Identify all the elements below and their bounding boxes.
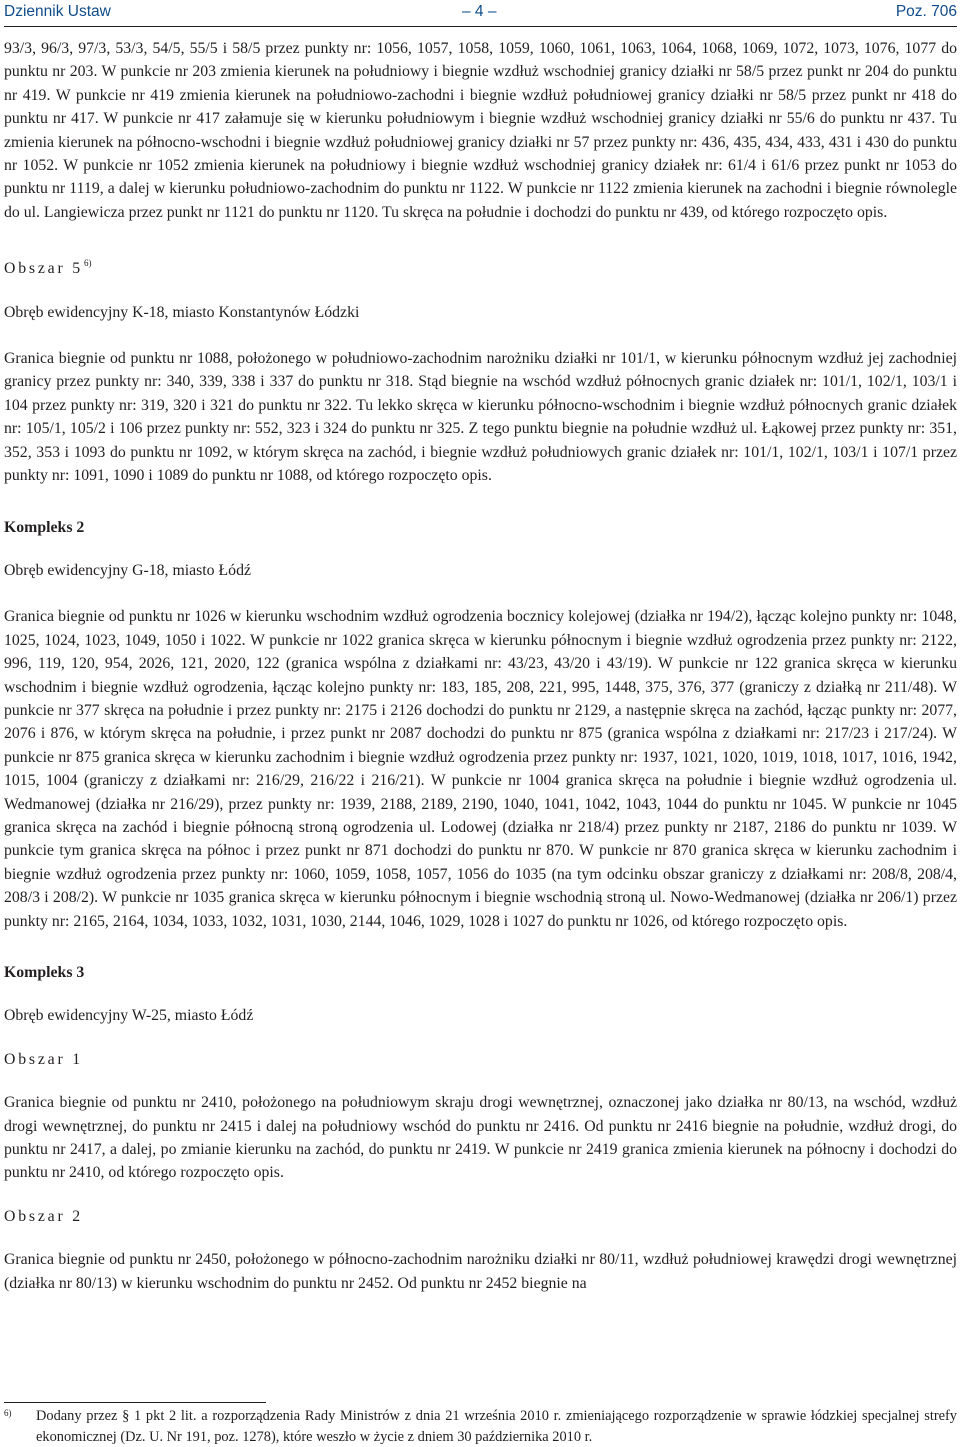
kompleks3-obszar1-paragraph: Granica biegnie od punktu nr 2410, położonego na południowym skraju drogi wewnętrznej, oznaczonej jako działka nr 80/13, na wschód, wzdłuż drogi wewnętrznej, do punktu nr 2415 i dalej na południowy wschód do punktu nr 2416. Od punktu nr 2416 biegnie na południe, wzdłuż drogi, do punktu nr 2417, a dalej, po zmianie kierunku na zachód, do punktu nr 2419. W punkcie nr 2419 granica zmienia kierunek na północny i dochodzi do punktu nr 2410, od którego rozpoczęto opis. xyxy=(4,1094,957,1182)
kompleks3-obreb: Obręb ewidencyjny W-25, miasto Łódź xyxy=(4,1007,254,1025)
footnote-text: Dodany przez § 1 pkt 2 lit. a rozporządzenia Rady Ministrów z dnia 21 września 2010 r. zmieniającego rozporządzenie w sprawie łódzkiej specjalnej strefy ekonomicznej (Dz. U. Nr 191, poz. 1278), które weszło w życie z dniem 30 października 2010 r. xyxy=(36,1408,957,1445)
obszar5-paragraph: Granica biegnie od punktu nr 1088, położonego w południowo-zachodnim narożniku działki nr 101/1, w kierunku północnym wzdłuż jej zachodniej granicy przez punkty nr: 340, 339, 338 i 337 do punktu nr 318. Stąd biegnie na wschód wzdłuż północnych granic działek nr: 101/1, 102/1, 103/1 i 104 przez punkty nr: 319, 320 i 321 do punktu nr 322. Tu lekko skręca w kierunku północno-wschodnim i biegnie wzdłuż północnych granic działek nr: 105/1, 105/2 i 106 przez punkty nr: 552, 323 i 324 do punktu nr 325. Z tego punktu biegnie na południe wzdłuż ul. Łąkowej przez punkty nr: 351, 352, 353 i 1093 do punktu nr 1092, w którym skręca na zachód, i biegnie wzdłuż południowych granic działek nr: 101/1, 102/1, 103/1 i 107/1 przez punkty nr: 1091, 1090 i 1089 do punktu nr 1088, od którego rozpoczęto opis. xyxy=(4,350,957,485)
journal-title: Dziennik Ustaw xyxy=(4,3,111,20)
obszar5-heading xyxy=(4,252,957,280)
obszar5-obreb: Obręb ewidencyjny K-18, miasto Konstantynów Łódzki xyxy=(4,303,360,321)
kompleks3-obszar2-heading: Obszar 2 xyxy=(4,1207,83,1225)
kompleks2-heading: Kompleks 2 xyxy=(4,518,85,536)
position-number: Poz. 706 xyxy=(895,3,957,20)
footnote-reference: 6) xyxy=(84,258,92,269)
kompleks3-obszar2-paragraph: Granica biegnie od punktu nr 2450, położonego w północno-zachodnim narożniku działki nr 80/11, wzdłuż południowej krawędzi drogi wewnętrznej (działka nr 80/13) w kierunku wschodnim do punktu nr 2452. Od punktu nr 2452 biegnie na xyxy=(4,1251,957,1292)
intro-paragraph: 93/3, 96/3, 97/3, 53/3, 54/5, 55/5 i 58/5 przez punkty nr: 1056, 1057, 1058, 1059, 1060, 1061, 1063, 1064, 1068, 1069, 1072, 1073, 1076, 1077 do punktu nr 203. W punkcie nr 203 zmienia kierunek na południowy i biegnie wzdłuż wschodniej granicy działki nr 58/5 przez punkt nr 204 do punktu nr 419. W punkcie nr 419 zmienia kierunek na południowo-zachodni i biegnie wzdłuż południowej granicy działki nr 58/5 przez punkt nr 418 do punktu nr 417. W punkcie nr 417 załamuje się w kierunku południowym i biegnie wzdłuż wschodniej granicy działki nr 55/6 do punktu nr 437. Tu zmienia kierunek na północno-wschodni i biegnie wzdłuż południowej granicy działki nr 57 przez punkty nr: 436, 435, 434, 433, 431 i 430 do punktu nr 1052. W punkcie nr 1052 zmienia kierunek na południowy i biegnie wzdłuż wschodniej granicy działek nr: 61/4 i 61/6 przez punkt nr 1053 do punktu nr 1119, a dalej w kierunku południowo-zachodnim do punktu nr 1122. W punkcie nr 1122 zmienia kierunek na zachodni i biegnie równolegle do ul. Langiewicza przez punkt nr 1121 do punktu nr 1120. Tu skręca na południe i dochodzi do punktu nr 439, od którego rozpoczęto opis. xyxy=(4,40,957,221)
obszar5-title: Obszar 5 xyxy=(4,260,83,278)
kompleks2-obreb: Obręb ewidencyjny G-18, miasto Łódź xyxy=(4,561,251,579)
kompleks2-paragraph: Granica biegnie od punktu nr 1026 w kierunku wschodnim wzdłuż ogrodzenia bocznicy kolejowej (działka nr 194/2), łącząc kolejno punkty nr: 1048, 1025, 1024, 1023, 1049, 1050 i 1022. W punkcie nr 1022 granica skręca w kierunku północnym i biegnie wzdłuż ogrodzenia przez punkty nr: 2122, 996, 119, 120, 954, 2026, 121, 2020, 122 (granica wspólna z działkami nr: 43/23, 43/20 i 43/19). W punkcie nr 122 granica skręca w kierunku wschodnim i biegnie wzdłuż ogrodzenia, łącząc kolejno punkty nr: 183, 185, 208, 221, 995, 1448, 375, 376, 377 (graniczy z działką nr 211/48). W punkcie nr 377 skręca na południe i przez punkty nr: 2175 i 2126 dochodzi do punktu nr 2129, a następnie skręca na zachód, łącząc punkty nr: 2077, 2076 i 876, w którym skręca na południe, i przez punkt nr 2087 dochodzi do punktu nr 875 (granica wspólna z działkami nr: 217/23 i 217/24). W punkcie nr 875 granica skręca w kierunku zachodnim i biegnie wzdłuż ogrodzenia przez punkty nr: 1937, 1021, 1020, 1019, 1018, 1017, 1016, 1942, 1015, 1004 (graniczy z działkami nr: 216/29, 216/22 i 216/21). W punkcie nr 1004 granica skręca na południe i biegnie wzdłuż ogrodzenia ul. Wedmanowej (działka nr 216/29), przez punkty nr: 1939, 2188, 2189, 2190, 1040, 1041, 1042, 1043, 1044 do punktu nr 1045. W punkcie nr 1045 granica skręca na zachód i biegnie północną stroną ogrodzenia ul. Lodowej (działka nr 218/4) przez punkty nr 2187, 2186 do punktu nr 1039. W punkcie tym granica skręca na północ i przez punkt nr 871 dochodzi do punktu nr 870. W punkcie nr 870 granica skręca w kierunku zachodnim i biegnie wzdłuż ogrodzenia przez punkty nr: 1060, 1059, 1058, 1057, 1056 do 1035 (na tym odcinku obszar graniczy z działkami nr: 208/8, 208/4, 208/3 i 208/2). W punkcie nr 1035 granica skręca w kierunku północnym i biegnie wschodnią stroną ul. Nowo-Wedmanowej (działka nr 206/1) przez punkty nr: 2165, 2164, 1034, 1033, 1032, 1031, 1030, 2144, 1046, 1029, 1028 i 1027 do punktu nr 1026, od którego rozpoczęto opis. xyxy=(4,608,957,930)
document-page xyxy=(4,0,957,1295)
page-header xyxy=(4,0,957,27)
footnote-divider xyxy=(4,1402,266,1403)
kompleks3-obszar1-heading: Obszar 1 xyxy=(4,1050,83,1068)
footnote-mark: 6) xyxy=(4,1408,12,1418)
kompleks3-heading: Kompleks 3 xyxy=(4,964,85,981)
footnote xyxy=(4,1406,957,1447)
page-number: – 4 – xyxy=(462,3,497,20)
